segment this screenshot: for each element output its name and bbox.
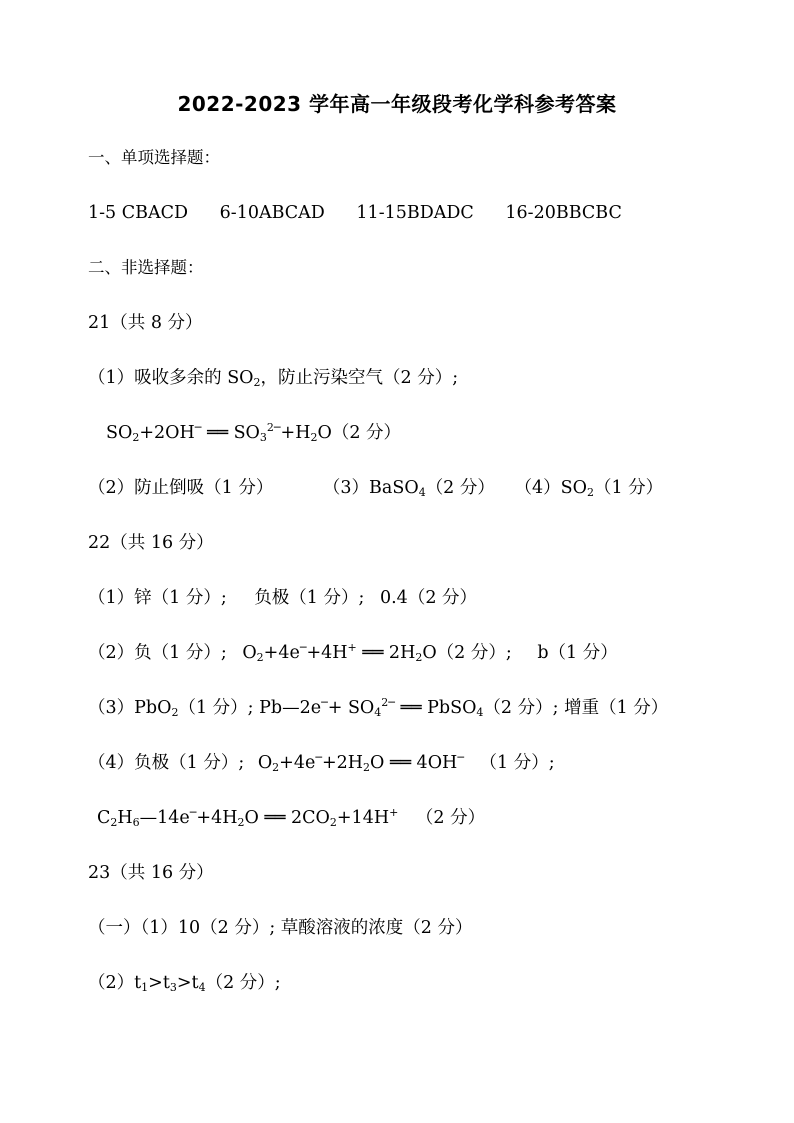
q23-line-1: （一）（1）10（2 分）; 草酸溶液的浓度（2 分） — [88, 918, 473, 938]
q22-l5-sup1: ─ — [189, 806, 197, 819]
q22-l2-a: （2）负（1 分）; — [88, 643, 227, 663]
q22-l4-c: +4e — [279, 753, 316, 773]
q21-l2-d: +H — [280, 423, 311, 443]
q21-line-1 — [88, 366, 458, 390]
q22-line-2 — [88, 641, 618, 665]
q22-l2-b: O — [242, 643, 257, 663]
q22-l4-a: （4）负极（1 分）; — [88, 753, 245, 773]
q22-l2-e: ══ 2H — [356, 643, 416, 663]
q23-l2-sub1: 1 — [141, 981, 149, 994]
q22-l5-sub2: 6 — [132, 816, 140, 829]
q22-l3-b: （1 分）; Pb—2e — [178, 698, 322, 718]
q23-l2-c: >t — [176, 973, 199, 993]
q21-l2-sub3: 2 — [310, 431, 318, 444]
q22-l1-b: 负极（1 分）; — [254, 588, 365, 608]
q22-l2-sub2: 2 — [415, 651, 423, 664]
q22-l5-g: （2 分） — [415, 808, 486, 828]
q22-l4-f: （1 分）; — [479, 753, 555, 773]
q22-l2-g: b（1 分） — [537, 643, 618, 663]
q21-l2-sub2: 3 — [259, 431, 267, 444]
q21-l1-text-b: ，防止污染空气（2 分）; — [260, 368, 459, 388]
answer-group-11-15: 11-15BDADC — [356, 203, 474, 223]
q23-heading: 23（共 16 分） — [88, 863, 214, 883]
page-title: 2022-2023 学年高一年级段考化学科参考答案 — [177, 92, 617, 116]
q23-l2-a: （2）t — [88, 973, 142, 993]
q22-l2-sup1: ─ — [299, 641, 307, 654]
q22-l2-d: +4H — [306, 643, 348, 663]
q22-l4-b: O — [257, 753, 273, 773]
section1-answers — [88, 201, 622, 225]
q22-l3-sup2: 2─ — [381, 696, 395, 709]
q22-l3-sub1: 2 — [171, 706, 179, 719]
q21-line-2-equation — [106, 421, 401, 445]
q22-l3-d: ══ PbSO — [394, 698, 477, 718]
q22-line-4 — [88, 751, 555, 775]
q21-l2-b: +2OH — [139, 423, 195, 443]
q22-l5-e: O ══ 2CO — [244, 808, 330, 828]
q21-l3-d: （4）SO — [514, 478, 587, 498]
q22-line-5-equation — [97, 806, 485, 830]
q22-l3-sup1: ─ — [321, 696, 328, 709]
answer-group-16-20: 16-20BBCBC — [505, 203, 622, 223]
q21-l2-sup2: 2─ — [266, 421, 281, 434]
q23-l2-d: （2 分）; — [205, 973, 281, 993]
q22-l5-sub3: 2 — [237, 816, 245, 829]
q21-line-3 — [88, 476, 663, 500]
q21-l2-sup1: ─ — [194, 421, 202, 434]
q22-line-3 — [88, 696, 668, 720]
q21-l2-c: ══ SO — [201, 423, 260, 443]
q22-l5-sub4: 2 — [329, 816, 337, 829]
q22-l5-f: +14H — [336, 808, 390, 828]
q22-l3-c: + SO — [327, 698, 375, 718]
q22-l2-sup2: + — [347, 641, 357, 654]
q21-l3-b: （3）BaSO — [322, 478, 419, 498]
q22-l1-c: 0.4（2 分） — [379, 588, 478, 608]
q22-l5-b: H — [117, 808, 133, 828]
q23-l2-sub3: 4 — [198, 981, 206, 994]
q22-line-1 — [88, 586, 477, 610]
q22-l4-d: +2H — [321, 753, 364, 773]
q22-l2-c: +4e — [263, 643, 300, 663]
q23-l2-b: >t — [148, 973, 170, 993]
section1-heading: 一、单项选择题： — [88, 148, 220, 167]
section2-heading: 二、非选择题： — [88, 258, 204, 277]
answer-group-1-5: 1-5 CBACD — [88, 203, 189, 223]
q21-l2-e: O（2 分） — [317, 423, 402, 443]
q22-l4-e: O ══ 4OH — [370, 753, 458, 773]
q21-l3-a: （2）防止倒吸（1 分） — [88, 478, 274, 498]
q21-l1-sub: 2 — [253, 376, 261, 389]
q22-l3-sub3: 4 — [476, 706, 484, 719]
q21-l3-e: （1 分） — [593, 478, 664, 498]
q22-heading: 22（共 16 分） — [88, 533, 214, 553]
q22-l2-sub1: 2 — [256, 651, 264, 664]
q22-l5-sub1: 2 — [110, 816, 118, 829]
q21-l3-sub2: 2 — [586, 486, 594, 499]
q21-l1-text-a: （1）吸收多余的 SO — [88, 368, 254, 388]
q22-l5-d: +4H — [196, 808, 238, 828]
q22-l1-a: （1）锌（1 分）; — [88, 588, 227, 608]
q22-l5-a: C — [97, 808, 111, 828]
q22-l4-sup2: ─ — [457, 751, 464, 764]
q22-l3-a: （3）PbO — [88, 698, 172, 718]
q22-l4-sub1: 2 — [272, 761, 280, 774]
q21-l3-sub1: 4 — [418, 486, 426, 499]
answer-group-6-10: 6-10ABCAD — [219, 203, 325, 223]
q22-l4-sup1: ─ — [315, 751, 322, 764]
q22-l2-f: O（2 分）; — [422, 643, 512, 663]
q23-l2-sub2: 3 — [169, 981, 177, 994]
q22-l3-e: （2 分）; 增重（1 分） — [483, 698, 669, 718]
q22-l3-sub2: 4 — [374, 706, 382, 719]
q21-l3-c: （2 分） — [425, 478, 495, 498]
q21-l2-a: SO — [106, 423, 133, 443]
q22-l5-c: —14e — [139, 808, 190, 828]
q22-l5-sup2: + — [389, 806, 399, 819]
q21-heading: 21（共 8 分） — [88, 313, 203, 333]
q21-l2-sub1: 2 — [132, 431, 140, 444]
q23-line-2 — [88, 971, 281, 995]
q22-l4-sub2: 2 — [363, 761, 371, 774]
